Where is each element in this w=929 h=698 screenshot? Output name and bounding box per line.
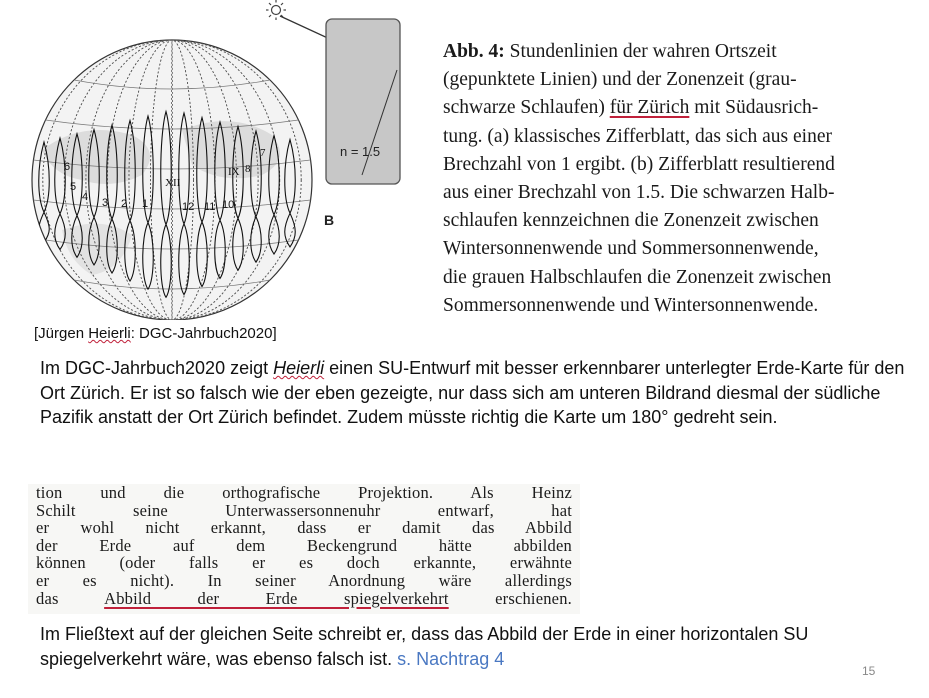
excerpt-line: er es nicht). In seiner Anordnung wäre allerdings <box>36 570 572 590</box>
scanned-excerpt <box>28 484 580 614</box>
refraction-panel <box>326 19 400 184</box>
caption-text: mit Südausrich- <box>689 97 819 119</box>
author-name: Heierli <box>273 358 325 378</box>
excerpt-line: können (oder falls er es doch erkannte, erwähnte <box>36 553 572 573</box>
excerpt-line: das Abbild der Erde spiegelverkehrt erschienen. <box>36 588 572 608</box>
hour-number: 11 <box>204 201 216 213</box>
hour-number: 4 <box>82 191 89 203</box>
panel-value-label: n = 1.5 <box>340 144 381 159</box>
caption-text: Brechzahl von 1 ergibt. (b) Zifferblatt resultierend <box>443 153 835 175</box>
caption-text: (gepunktete Linien) und der Zonenzeit (grau- <box>443 69 797 91</box>
highlighted-phrase: Abbild der Erde spiegelverkehrt <box>104 588 449 608</box>
hour-number: 10 <box>222 199 235 211</box>
hour-number: 8 <box>245 163 251 175</box>
excerpt-line: er wohl nicht erkannt, dass er damit das Abbild <box>36 518 572 538</box>
page-number: 15 <box>862 664 876 678</box>
caption-text: aus einer Brechzahl von 1.5. Die schwarzen Halb- <box>443 182 835 204</box>
nachtrag-link[interactable]: s. Nachtrag 4 <box>397 649 505 669</box>
caption-text: schlaufen kennzeichnen die Zonenzeit zwischen <box>443 210 819 232</box>
source-citation: [Jürgen Heierli: DGC-Jahrbuch2020] <box>34 325 277 342</box>
caption-text: Wintersonnenwende und Sommersonnenwende, <box>443 238 819 260</box>
hour-number: 1 <box>142 198 149 210</box>
caption-text: Stundenlinien der wahren Ortszeit <box>504 41 777 62</box>
sundial-figure <box>22 0 422 320</box>
hour-number: 5 <box>70 181 77 193</box>
caption-text: die grauen Halbschlaufen die Zonenzeit zwischen <box>443 266 832 288</box>
figure-caption <box>443 38 913 320</box>
body-paragraph: Im DGC-Jahrbuch2020 zeigt Heierli einen SU-Entwurf mit besser erkennbarer unterlegter Erde-Karte für den Ort Zürich. Er ist so falsch wie der eben gezeigte, nur dass sich am unteren Bildrand diesmal der südliche Pazifik anstatt der Ort Zürich befindet. Zudem müsste richtig die Karte um 180° gedreht sein. <box>40 358 905 428</box>
body-paragraph: Im Fließtext auf der gleichen Seite schreibt er, dass das Abbild der Erde in einer horizontalen SU spiegelverkehrt wäre, was ebenso falsch ist. s. Nachtrag 4 <box>40 624 809 669</box>
hour-number: 2 <box>121 198 128 210</box>
roman-numeral: IX <box>228 166 240 178</box>
excerpt-line: tion und die orthografische Projektion. Als Heinz <box>36 483 572 502</box>
highlighted-location: für Zürich <box>609 97 690 119</box>
hour-number: 7 <box>260 147 266 159</box>
hour-number: 12 <box>182 201 195 213</box>
roman-numeral: XII <box>165 177 181 189</box>
hour-number: 6 <box>64 161 71 173</box>
panel-letter-label: B <box>324 212 335 228</box>
globe <box>32 40 312 320</box>
caption-text: Sommersonnenwende und Wintersonnenwende. <box>443 294 819 316</box>
author-name: Heierli <box>88 325 131 342</box>
caption-label: Abb. 4: <box>443 41 505 62</box>
globe-diagram <box>22 0 422 320</box>
hour-number: 3 <box>102 197 109 209</box>
caption-text: schwarze Schlaufen) <box>443 97 610 119</box>
caption-text: tung. (a) klassisches Zifferblatt, das sich aus einer <box>443 125 832 147</box>
excerpt-line: der Erde auf dem Beckengrund hätte abbilden <box>36 535 572 555</box>
excerpt-line: Schilt seine Unterwassersonnenuhr entwarf, hat <box>36 500 572 520</box>
